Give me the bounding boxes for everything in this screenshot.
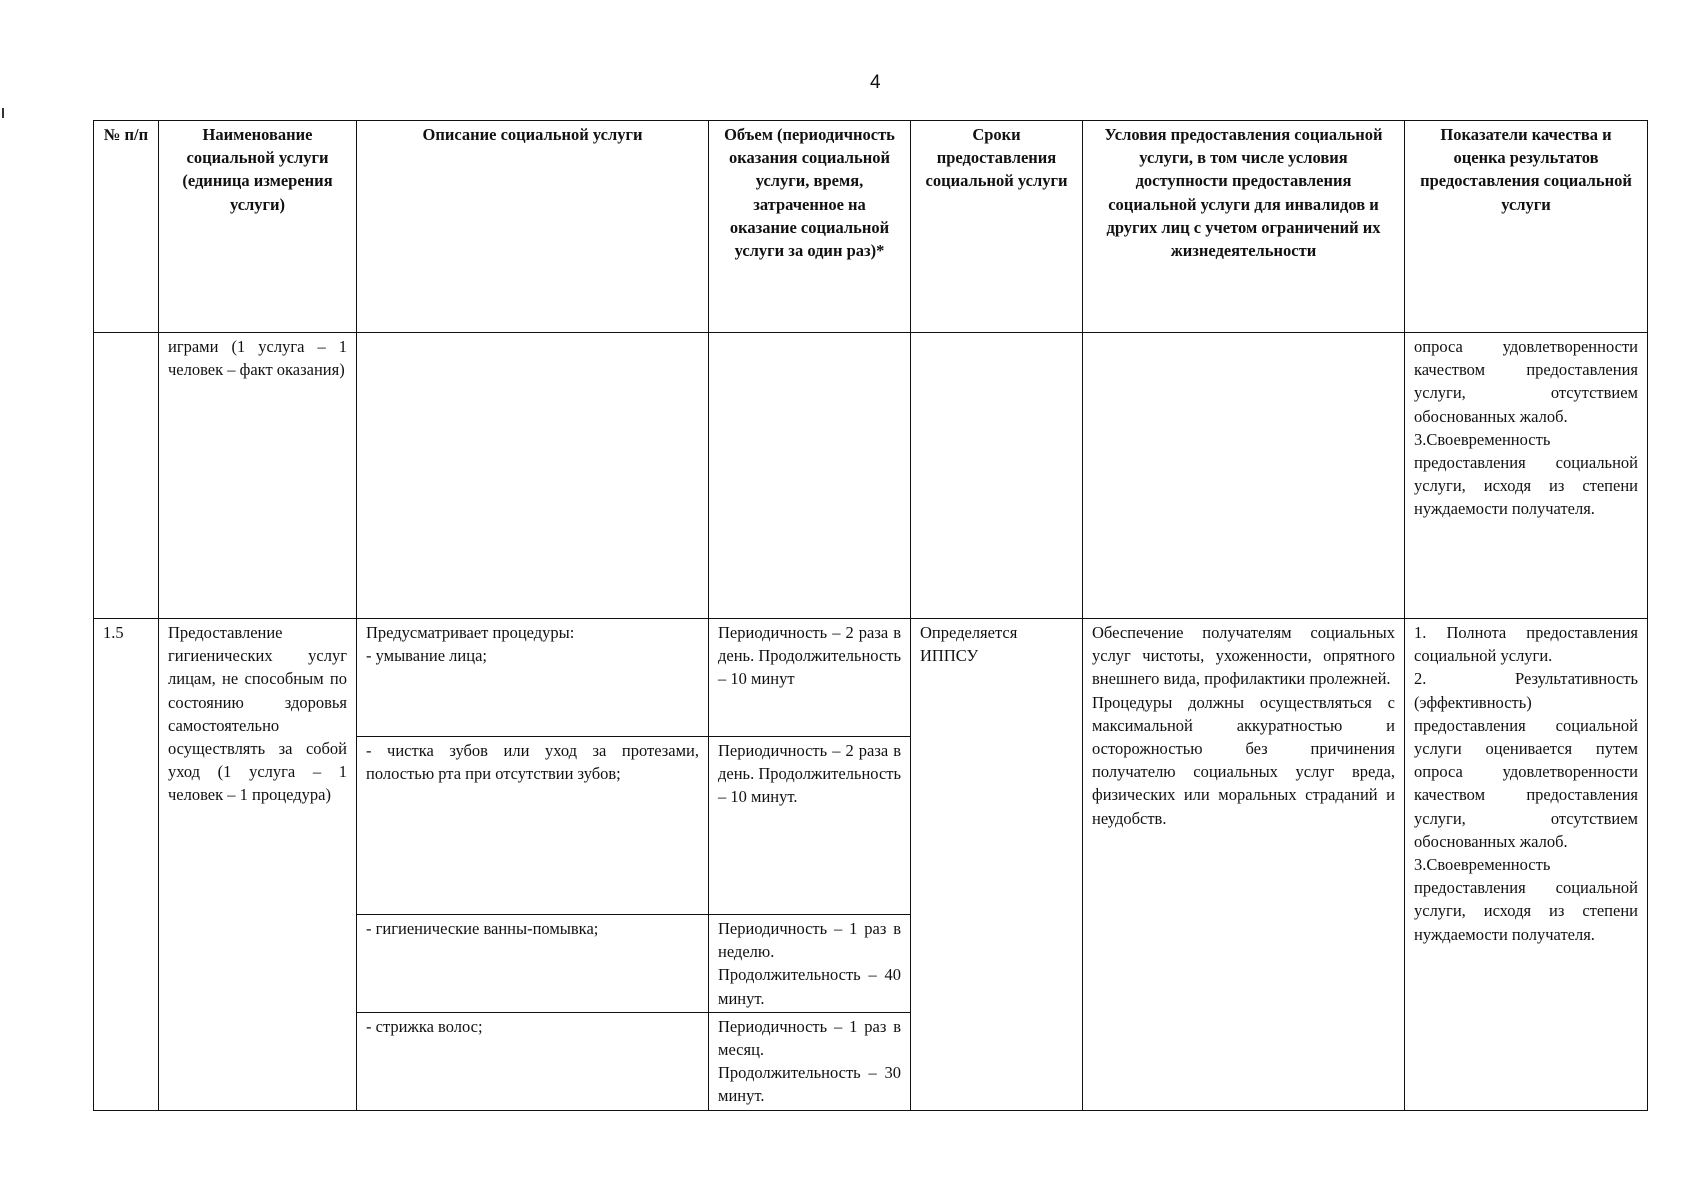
- margin-mark: [2, 108, 4, 118]
- procedure-description: - стрижка волос;: [357, 1012, 709, 1110]
- continuation-description: [357, 333, 709, 619]
- procedure-volume: Периодичность – 2 раза в день. Продолжительность – 10 минут: [709, 619, 911, 737]
- service-quality: 1. Полнота предоставления социальной услуги. 2. Результативность (эффективность) предоставления социальной услуги оценивается путем опроса удовлетворенности качеством предоставления услуги, отсутствием обоснованных жалоб. 3.Своевременность предоставления социальной услуги, исходя из степени нуждаемости получателя.: [1405, 619, 1648, 1111]
- header-quality: Показатели качества и оценка результатов предоставления социальной услуги: [1405, 121, 1648, 333]
- procedure-description: Предусматривает процедуры: - умывание лица;: [357, 619, 709, 737]
- continuation-row: [94, 333, 1648, 619]
- header-conditions: Условия предоставления социальной услуги, в том числе условия доступности предоставления социальной услуги для инвалидов и других лиц с учетом ограничений их жизнедеятельности: [1083, 121, 1405, 333]
- service-terms: Определяется ИППСУ: [911, 619, 1083, 1111]
- page-number: 4: [870, 72, 881, 93]
- header-row: [94, 121, 1648, 333]
- service-row-1-5: [94, 619, 1648, 737]
- continuation-conditions: [1083, 333, 1405, 619]
- header-name: Наименование социальной услуги (единица измерения услуги): [159, 121, 357, 333]
- procedure-volume: Периодичность – 2 раза в день. Продолжительность – 10 минут.: [709, 737, 911, 915]
- header-description: Описание социальной услуги: [357, 121, 709, 333]
- procedure-volume: Периодичность – 1 раз в неделю. Продолжительность – 40 минут.: [709, 915, 911, 1013]
- continuation-volume: [709, 333, 911, 619]
- procedure-volume: Периодичность – 1 раз в месяц. Продолжительность – 30 минут.: [709, 1012, 911, 1110]
- continuation-num: [94, 333, 159, 619]
- service-conditions: Обеспечение получателям социальных услуг чистоты, ухоженности, опрятного внешнего вида, профилактики пролежней. Процедуры должны осуществляться с максимальной аккуратностью и осторожностью без причинения получателю социальных услуг вреда, физических или моральных страданий и неудобств.: [1083, 619, 1405, 1111]
- row-num: 1.5: [94, 619, 159, 1111]
- procedure-description: - гигиенические ванны-помывка;: [357, 915, 709, 1013]
- header-num: № п/п: [94, 121, 159, 333]
- procedure-description: - чистка зубов или уход за протезами, полостью рта при отсутствии зубов;: [357, 737, 709, 915]
- continuation-name: играми (1 услуга – 1 человек – факт оказания): [159, 333, 357, 619]
- service-name: Предоставление гигиенических услуг лицам, не способным по состоянию здоровья самостоятельно осуществлять за собой уход (1 услуга – 1 человек – 1 процедура): [159, 619, 357, 1111]
- header-terms: Сроки предоставления социальной услуги: [911, 121, 1083, 333]
- header-volume: Объем (периодичность оказания социальной услуги, время, затраченное на оказание социальной услуги за один раз)*: [709, 121, 911, 333]
- services-table: [93, 120, 1648, 1111]
- continuation-quality: опроса удовлетворенности качеством предоставления услуги, отсутствием обоснованных жалоб. 3.Своевременность предоставления социальной услуги, исходя из степени нуждаемости получателя.: [1405, 333, 1648, 619]
- continuation-terms: [911, 333, 1083, 619]
